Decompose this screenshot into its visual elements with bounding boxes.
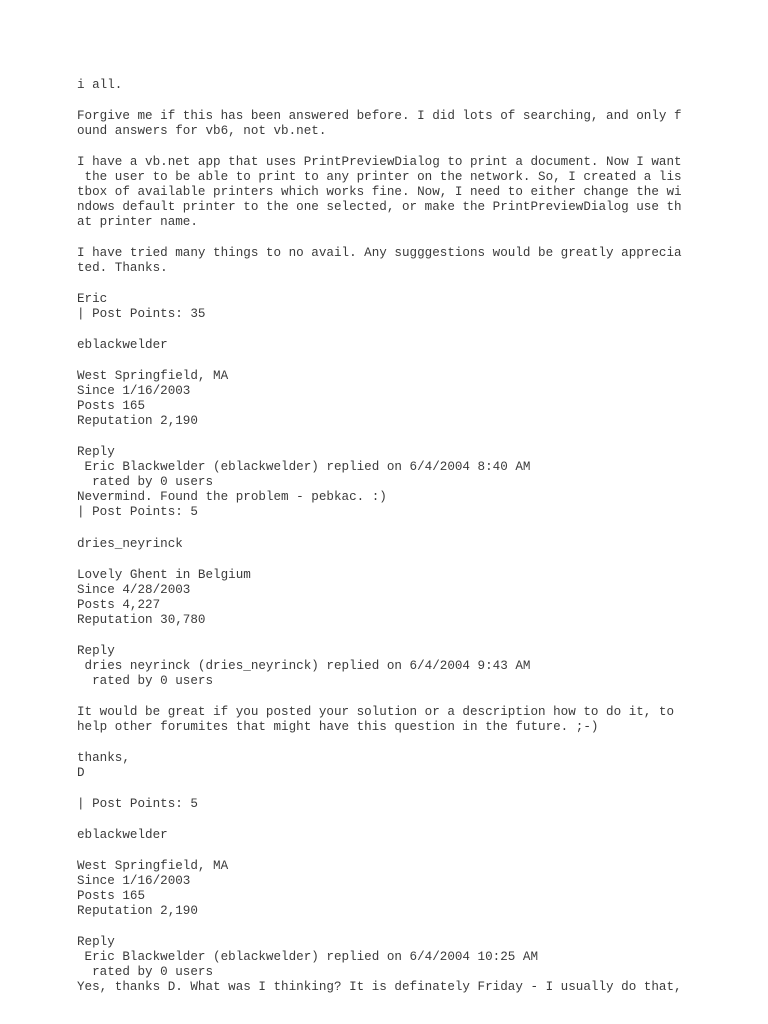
reply-header: Eric Blackwelder (eblackwelder) replied on 6/4/2004 10:25 AM: [77, 950, 539, 964]
post-text-line: ndows default printer to the one selected, or make the PrintPreviewDialog use th: [77, 200, 682, 214]
user-posts: Posts 165: [77, 399, 146, 413]
reply-header: dries neyrinck (dries_neyrinck) replied on 6/4/2004 9:43 AM: [77, 659, 531, 673]
post-text-line: ted. Thanks.: [77, 261, 168, 275]
user-location: Lovely Ghent in Belgium: [77, 568, 251, 582]
user-reputation: Reputation 2,190: [77, 414, 198, 428]
user-name-link[interactable]: eblackwelder: [77, 828, 168, 842]
user-name-link[interactable]: eblackwelder: [77, 338, 168, 352]
post-text-line: Nevermind. Found the problem - pebkac. :): [77, 490, 387, 504]
post-text-line: It would be great if you posted your solution or a description how to do it, to: [77, 705, 675, 719]
rating-text: rated by 0 users: [77, 674, 214, 688]
reply-link[interactable]: Reply: [77, 445, 115, 459]
post-text-line: ound answers for vb6, not vb.net.: [77, 124, 327, 138]
user-reputation: Reputation 30,780: [77, 613, 206, 627]
reply-link[interactable]: Reply: [77, 644, 115, 658]
post-text-line: help other forumites that might have this question in the future. ;-): [77, 720, 599, 734]
signature: D: [77, 766, 85, 780]
user-reputation: Reputation 2,190: [77, 904, 198, 918]
user-posts: Posts 165: [77, 889, 146, 903]
reply-link[interactable]: Reply: [77, 935, 115, 949]
post-points: | Post Points: 5: [77, 797, 198, 811]
post-points: | Post Points: 5: [77, 505, 198, 519]
rating-text: rated by 0 users: [77, 965, 214, 979]
post-text-line: at printer name.: [77, 215, 198, 229]
user-posts: Posts 4,227: [77, 598, 161, 612]
user-location: West Springfield, MA: [77, 859, 229, 873]
post-text-line: Forgive me if this has been answered before. I did lots of searching, and only f: [77, 109, 682, 123]
user-since: Since 4/28/2003: [77, 583, 191, 597]
user-location: West Springfield, MA: [77, 369, 229, 383]
user-since: Since 1/16/2003: [77, 874, 191, 888]
user-since: Since 1/16/2003: [77, 384, 191, 398]
greeting-line: i all.: [77, 78, 123, 92]
reply-header: Eric Blackwelder (eblackwelder) replied on 6/4/2004 8:40 AM: [77, 460, 531, 474]
post-text-line: the user to be able to print to any printer on the network. So, I created a lis: [77, 170, 682, 184]
post-text-line: I have a vb.net app that uses PrintPreviewDialog to print a document. Now I want: [77, 155, 682, 169]
post-text-line: I have tried many things to no avail. Any sugggestions would be greatly apprecia: [77, 246, 682, 260]
post-text-line: tbox of available printers which works fine. Now, I need to either change the wi: [77, 185, 682, 199]
post-text-line: Yes, thanks D. What was I thinking? It is definately Friday - I usually do that,: [77, 980, 682, 994]
signature: Eric: [77, 292, 108, 306]
post-text-line: thanks,: [77, 751, 130, 765]
rating-text: rated by 0 users: [77, 475, 214, 489]
user-name-link[interactable]: dries_neyrinck: [77, 537, 183, 551]
post-points: | Post Points: 35: [77, 307, 206, 321]
